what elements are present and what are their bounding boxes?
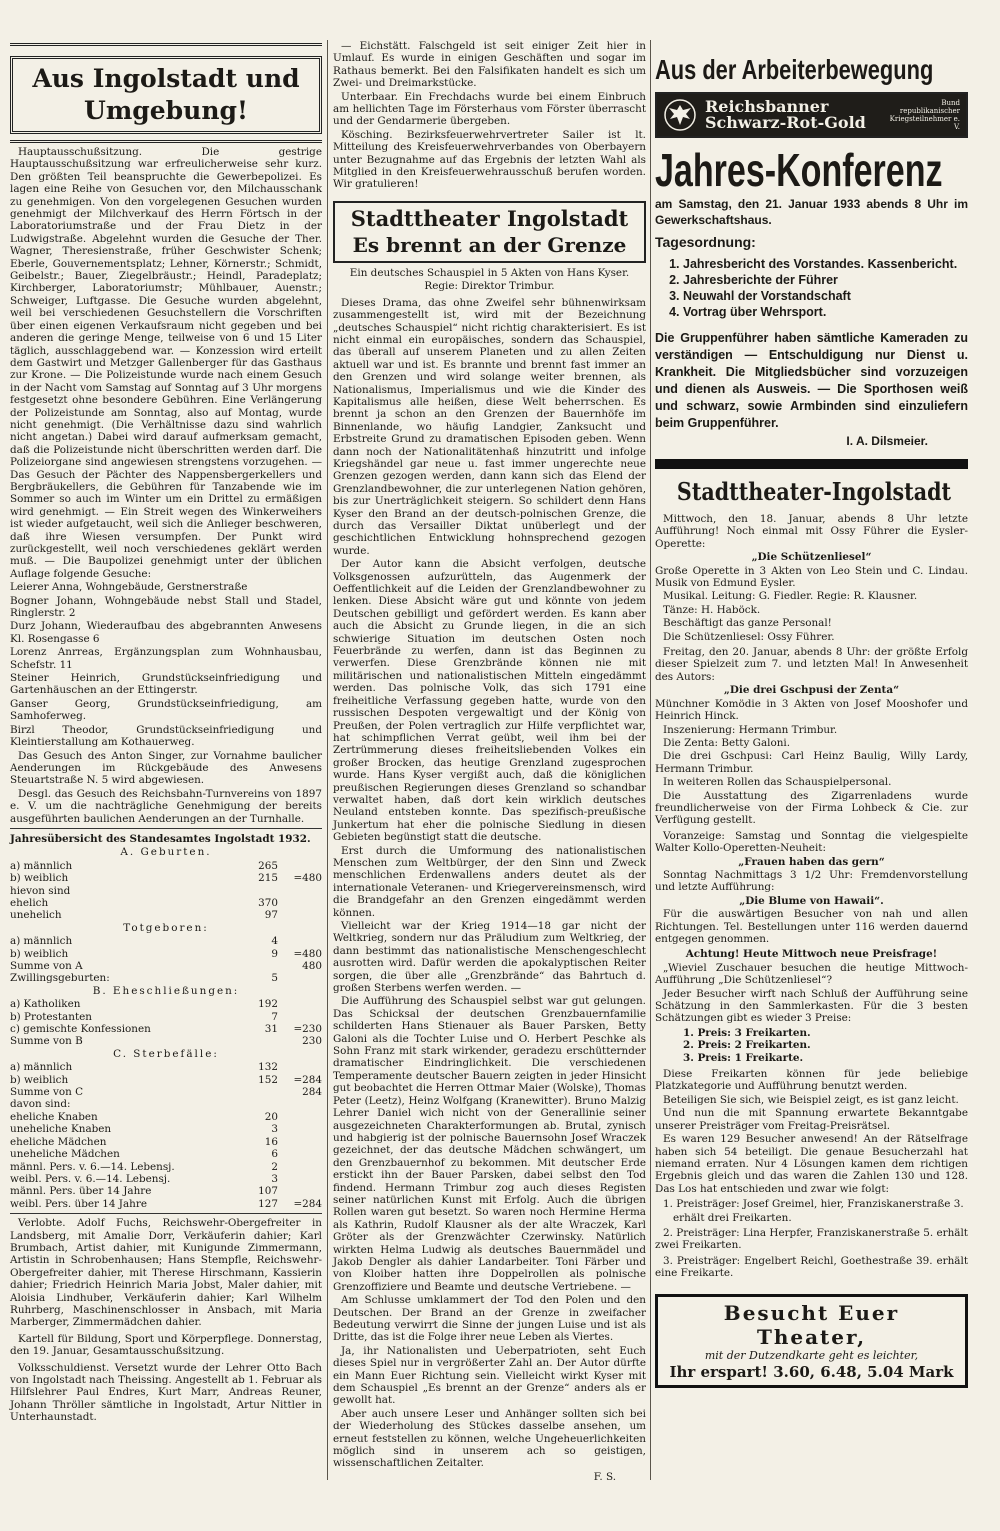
prize-item: 1. Preis: 3 Freikarten. [683,1026,811,1039]
stats-section-b: B. Eheschließungen: [92,984,240,997]
agenda-item: 3. Neuwahl der Vorstandschaft [683,288,968,304]
article-unterbaar: Unterbaar. Ein Frechdachs wurde bei einem Einbruch am hellichten Tage im Försterhaus vom Förster überrascht und der Gendarmerie übergeben. [333,90,646,128]
promo-line-1: Besucht Euer Theater, [723,1300,900,1349]
operetta-description: Große Operette in 3 Akten von Leo Stein und C. Lindau. Musik von Edmund Eysler. [655,564,968,590]
prize-note: Diese Freikarten können für jede beliebige Platzkategorie und Aufführung benutzt werden. [655,1068,968,1093]
stats-label: hievon sind [10,884,71,897]
sunday-title: „Die Blume von Hawaii“. [739,894,884,907]
building-permits-list [10,581,322,748]
stats-label: unehelich [10,909,62,922]
agenda-list [683,256,968,320]
review-paragraph: Der Autor kann die Absicht verfolgen, deutsche Volksgenossen aufzurütteln, das Augenmerk der Oeffentlichkeit auf die Leiden der Grenzlandbewohner zu lenken. Diese Absicht wäre gut und könnte von jedem Deutschen gebilligt und gefördert werden. Es kann aber auch die Absicht zu Grunde liegen, in die an sich schwierige Situation im deutschen Osten noch Feuerbrände zu werfen, dann ist das Beginnen zu verwerfen. Diese Grenzbrände können nie mit militärischen und nationalistischen Mitteln eingedämmt werden. Das polnische Volk, das sich 1791 eine freiheitliche Verfassung gegeben hatte, wurde von den russischen Despoten vergewaltigt und der König von Preußen, der Polen vertraglich zur Hilfe verpflichtet war, hat schimpflichen Verrat geübt, weil ihm bei der Zertrümmerung dieses freiheitsliebenden Volkes ein großer Brocken, das heutige Grenzland zugesprochen wurde. Hans Kyser vergißt auch, daß die königlichen preußischen Regierungen dieses Grenzland so schandbar verwaltet haben, daß dort kein wirklich deutsches Neuland entsteben konnte. Das spezifisch-preußische Junkertum hat eher die polnische Siedlung in diesen Gebieten begünstigt statt die deutsche. [333,558,646,844]
stats-total [278,860,322,872]
stats-total: =284 [293,1197,322,1210]
stats-row [10,1023,322,1035]
review-paragraph: Am Schlusse umklammert der Tod den Polen und den Deutschen. Der Brand an der Grenze in zweifacher Bedeutung verwirrt die Sinne der jungen Luise und ist als Dritte, das ist die Folge ihrer neue Leben als Viertes. [333,1294,646,1344]
operetta-lead: Die Schützenliesel: Ossy Führer. [663,630,835,643]
play-title: Es brennt an der Grenze [352,232,627,257]
comedy-title: „Die drei Gschpusi der Zenta“ [723,684,900,697]
play-director: Regie: Direktor Trimbur. [424,280,555,293]
stats-label: uneheliche Knaben [10,1123,112,1136]
section-title: Aus Ingolstadt und Umgebung! [32,64,300,125]
stats-row [10,998,322,1010]
header-rule-bottom [10,140,322,143]
theater-ad-title: Stadttheater-Ingolstadt [676,477,952,506]
stats-label: uneheliche Mädchen [10,1148,120,1161]
stats-number [238,885,278,897]
stats-total [278,897,322,909]
stats-row [10,960,322,972]
quiz-rules: Jeder Besucher wirft nach Schluß der Aufführung seine Schätzung in den Sammlerkasten. Für die 3 besten Schätzungen gibt es wieder 3 Preise: [655,987,968,1025]
operetta-cast: Beschäftigt das ganze Personal! [663,617,832,630]
stats-row [10,948,322,960]
stats-row [10,1185,322,1197]
stats-label: männl. Pers. v. 6.—14. Lebensj. [10,1160,175,1173]
stats-row [10,909,322,921]
article-reichsbahn: Desgl. das Gesuch des Reichsbahn-Turnvereins von 1897 e. V. um die nachträgliche Genehmigung der bereits ausgeführten baulichen Aenderungen an der Turnhalle. [10,787,322,825]
winner-3: 3. Preisträger: Engelbert Reichl, Goethestraße 39. erhält eine Freikarte. [655,1254,968,1280]
article-eichstaett: — Eichstätt. Falschgeld ist seit einiger Zeit hier in Umlauf. Es wurde in einigen Geschäften und sogar im Rathaus bemerkt. Bei den Falsifikaten handelt es sich um Zwei- und Dreimarkstücke. [333,40,646,90]
theater-sunday: Sonntag Nachmittags 3 1/2 Uhr: Fremdenvorstellung und letzte Aufführung: [655,868,968,894]
stats-number: 7 [271,1010,278,1023]
divider [10,1213,322,1214]
notice-signer: I. A. Dilsmeier. [846,434,928,448]
stats-number: 192 [258,998,278,1011]
stats-label: Zwillingsgeburten: [10,972,110,985]
article-hauptausschuss: Hauptausschußsitzung. Die gestrige Hauptausschußsitzung war erfreulicherweise sehr kurz. Den größten Teil beanspruchte die Gewerbepolizei. Es lagen eine Reihe von Gesuchen vor, den Milchausschank zu genehmigen. Von den vorgelegenen Gesuchen wurden genehmigt der Milchverkauf des Herrn Förtsch in der Laboratoriumstraße und der Frau Dietz in der Ludwigstraße. Abgelehnt wurden die Gesuche der Ther. Wagner, Theresienstraße, früher Geschwister Schenk; Eberle, Gouvernementsplatz; Lehner, Körnerstr.; Schmidt, Geibelstr.; Bauer, Ziegelbräustr.; Heindl, Paradeplatz; Kirchberger, Laboratoriumstr; Mühlbauer, Auenstr.; Schweiger, Luftgasse. Die Gesuche wurden abgelehnt, weil bei verschiedenen Gesuchstellern die Vorschriften über einen eigenen Verkaufsraum nicht gegeben und bei anderen die geringe Menge, teilweise von 6 und 15 Liter täglich, ausschlaggebend war. — Konzession wird erteilt dem Gastwirt und Metzger Gallenberger für das Gasthaus zur Krone. — Die Polizeistunde wurde nach einem Gesuch in der Nacht vom Samstag auf Sonntag auf 3 Uhr morgens festgesetzt ohne besondere Gebühren. Eine Verlängerung der Polizeistunde am Sonntag, also auf Montag, wurde nicht genehmigt. (Die Verhältnisse dazu sind wahrlich nicht angetan.) Dabei wird darauf aufmerksam gemacht, daß die Polizeistunde nicht überschritten werden darf. Die Polizeiorgane sind angewiesen strengstens vorzugehen. — Das Gesuch der Pächter des Nappensbergerkellers und Bergbräukellers, die Gebühren für Tanzabende wie im Sommer so auch im Winter um ein Drittel zu ermäßigen wird genehmigt. — Ein Streit wegen des Winkerweihers ist wieder aufgetaucht, weil sich die Anlieger beschweren, daß ihre Wiesen versumpfen. Der Punkt wird zurückgestellt, weil noch verschiedenes geklärt werden muß. — Die Baupolizei genehmigt unter der üblichen Auflage folgende Gesuche: [10,146,322,580]
stats-title: Jahresübersicht des Standesamtes Ingolstadt 1932. [10,832,311,845]
stats-row [10,1035,322,1047]
article-verlobte: Verlobte. Adolf Fuchs, Reichswehr-Obergefreiter in Landsberg, mit Amalie Dorr, Verkäuferin dahier; Karl Brumbach, Artist dahier, mit Kunigunde Zimmermann, Artistin in Schrobenhausen; Hans Stempfle, Reichswehr-Obergefreiter dahier, mit Therese Hirschmann, Kassierin dahier; Friedrich Heinrich Maria Jobst, Maler dahier, mit Aloisia Lindhuber, Verkäuferin dahier; Karl Wilhelm Ruhrberg, Maschinenschlosser in Ansbach, mit Maria Marberger, Zimmermädchen dahier. [10,1217,322,1329]
column-rule-2 [650,40,651,1480]
stats-section-a: A. Geburten. [120,846,212,859]
stats-total [278,1098,322,1110]
operetta-title: „Die Schützenliesel“ [751,551,872,564]
stats-table-deaths [10,1061,322,1210]
theater-wednesday: Mittwoch, den 18. Januar, abends 8 Uhr letzte Aufführung! Noch einmal mit Ossy Führer die Eysler-Operette: [655,513,968,550]
column-labor-movement [655,40,968,1388]
stats-number: 9 [271,947,278,960]
out-of-town-note: Für die auswärtigen Besucher von nah und allen Richtungen. Tel. Bestellungen unter 116 werden dauernd entgegen genommen. [655,908,968,945]
review-paragraph: Aber auch unsere Leser und Anhänger sollten sich bei der Wiederholung des Stückes dasselbe ansehen, um erneut feststellen zu können, welche Ungeheuerlichkeiten möglich sind in unserem ach so geistigen, wissenschaftlichen Zeitalter. [333,1407,646,1470]
quiz-heading: Achtung! Heute Mittwoch neue Preisfrage! [685,948,938,961]
stats-row [10,1086,322,1098]
winner-1-prize: erhält drei Freikarten. [673,1211,792,1224]
stats-total [278,1173,322,1185]
stats-total [278,1136,322,1148]
prize-item: 3. Preis: 1 Freikarte. [683,1051,804,1064]
section-header-box [10,56,322,134]
stats-number: 132 [258,1061,278,1074]
permit-item: Lorenz Anrreas, Ergänzungsplan zum Wohnhausbau, Schefstr. 11 [10,646,322,671]
permit-item: Ganser Georg, Grundstückseinfriedigung, am Samhoferweg. [10,697,322,723]
agenda-item: 1. Jahresbericht des Vorstandes. Kassenbericht. [683,256,968,272]
stats-row [10,1198,322,1210]
stats-label: Summe von C [10,1086,84,1099]
conference-notice: Die Gruppenführer haben sämtliche Kameraden zu verständigen — Entschuldigung nur Dienst u. Krankheit. Die Mitgliedsbücher sind vorzuzeigen und dienen als Ausweis. — Die Sporthosen weiß und schwarz, sowie Armbinden sind einzuliefern beim Gruppenführer. [655,331,968,430]
comedy-role: Die Zenta: Betty Galoni. [663,736,791,749]
stats-label: eheliche Mädchen [10,1135,107,1148]
conference-title: Jahres-Konferenz [655,144,943,196]
stats-total: 230 [302,1035,322,1048]
agenda-item: 4. Vortrag über Wehrsport. [683,304,968,320]
play-subtitle: Ein deutsches Schauspiel in 5 Akten von Hans Kyser. [349,266,630,279]
comedy-ensemble: In weiteren Rollen das Schauspielpersonal. [663,776,892,789]
stats-label: ehelich [10,896,49,909]
stats-number [238,1098,278,1110]
stats-label: Summe von B [10,1035,83,1048]
operetta-dances: Tänze: H. Haböck. [663,603,761,616]
stats-label: männl. Pers. über 14 Jahre [10,1185,152,1198]
stats-total [278,1123,322,1135]
column-rule-1 [327,40,328,1480]
stats-total [278,998,322,1010]
promo-line-2: mit der Dutzendkarte geht es leichter, [704,1348,919,1362]
comedy-description: Münchner Komödie in 3 Akten von Josef Mooshofer und Heinrich Hinck. [655,697,968,723]
stats-total: =230 [293,1023,322,1036]
stats-row [10,1123,322,1135]
permit-item: Durz Johann, Wiederaufbau des abgebrannten Anwesens Kl. Rosengasse 6 [10,620,322,645]
reichsbanner-banner [655,92,968,138]
preview-title: „Frauen haben das gern“ [738,855,885,868]
stats-table-births [10,860,322,922]
review-paragraph: Vielleicht war der Krieg 1914—18 gar nicht der Weltkrieg, sondern nur das Präludium zum Weltkrieg, der dann bestimmt das nationalistische Menschengeschlecht ausrotten wird. Dafür werden die apokalyptischen Reiter sorgen, die über alle „Grenzbrände“ das Bahrtuch d. großen Sterbens werfen werden. — [333,920,646,995]
comedy-roles: Die drei Gschpusi: Carl Heinz Baulig, Willy Lardy, Hermann Trimbur. [655,750,968,775]
stats-total: =284 [293,1073,322,1086]
stats-label: b) weiblich [10,872,69,885]
stats-label: a) männlich [10,935,73,948]
stats-total: =480 [293,872,322,885]
eagle-emblem-icon [663,99,697,131]
stats-row [10,1136,322,1148]
review-paragraph: Erst durch die Umformung des nationalistischen Menschen zum Weltbürger, der den Sinn und Zweck menschlichen Erdenwallens anders deutet als der internationale Veteranen- und Kriegervereinsmensch, wird die Brandgefahr an den Grenzen eingedämmt werden können. [333,844,646,919]
attendance-result: Es waren 129 Besucher anwesend! An der Rätselfrage haben sich 54 beteiligt. Die genaue Besucherzahl hat niemand erraten. Nur 4 Lösungen kamen dem richtigen Ergebnis gleich und das waren die Zahlen 130 und 128. Das Los hat entschieden und zwar wie folgt: [655,1133,968,1195]
review-signature: F. S. [593,1470,616,1483]
prize-list [683,1027,968,1064]
stats-number: 215 [258,872,278,885]
stats-row [10,860,322,872]
stats-section-stillborn: Totgeboren: [123,921,209,934]
stats-label: eheliche Knaben [10,1110,98,1123]
stats-total: 480 [302,960,322,972]
stats-total: 284 [302,1086,322,1099]
section-title: Aus der Arbeiterbewegung [655,54,934,85]
article-koesching: Kösching. Bezirksfeuerwehrvertreter Sailer ist lt. Mitteilung des Kreisfeuerwehrverbandes von Oberbayern unter Bezugnahme auf das Ergebnis der letzten Wahl als Mitglied in den Kreisfeuerwehrausschuß berufen worden. Wir gratulieren! [333,128,646,191]
theater-title: Stadttheater Ingolstadt [350,205,629,231]
stats-number: 6 [271,1148,278,1161]
stats-total [278,1061,322,1073]
article-singer: Das Gesuch des Anton Singer, zur Vornahme baulicher Aenderungen im Rückgebäude des Anwesens Steuartstraße N. 5 wird abgewiesen. [10,749,322,787]
stats-total [278,885,322,897]
stats-row [10,1173,322,1185]
stats-label: a) männlich [10,859,73,872]
stats-number: 3 [271,1172,278,1185]
stats-row [10,935,322,947]
column-local-news [10,40,322,1425]
quiz-question: „Wieviel Zuschauer besuchen die heutige Mittwoch-Aufführung „Die Schützenliesel“? [655,961,968,987]
stats-number: 265 [258,859,278,872]
stats-label: a) Katholiken [10,998,81,1011]
stats-total [278,1185,322,1197]
article-kartell: Kartell für Bildung, Sport und Körperpflege. Donnerstag, den 19. Januar, Gesamtausschußsitzung. [10,1332,322,1358]
stats-number: 20 [264,1110,278,1123]
winners-intro: Und nun die mit Spannung erwartete Bekanntgabe unserer Preisträger vom Freitag-Preisrätsel. [655,1107,968,1132]
winner-2: 2. Preisträger: Lina Herpfer, Franziskanerstraße 5. erhält zwei Freikarten. [655,1226,968,1252]
stats-total: =480 [293,947,322,960]
stats-row [10,972,322,984]
stats-number: 3 [271,1123,278,1136]
stats-row [10,1148,322,1160]
stats-section-c: C. Sterbefälle: [113,1047,219,1060]
stats-number: 31 [264,1023,278,1036]
stats-number [238,1035,278,1047]
stats-total [278,1148,322,1160]
stats-number: 5 [271,972,278,985]
article-volksschuldienst: Volksschuldienst. Versetzt wurde der Lehrer Otto Bach von Ingolstadt nach Theissing. Angestellt ab 1. Februar als Hilfslehrer Paul Endres, Kurt Marr, Andreas Reuner, Johann Thröller sämtliche in Ingolstadt, Artur Nittler in Unterhaunstadt. [10,1361,322,1424]
theater-header-box [333,201,646,263]
stats-number: 97 [264,909,278,922]
stats-number: 370 [258,896,278,909]
stats-row [10,885,322,897]
comedy-staging: Inszenierung: Hermann Trimbur. [663,723,838,736]
promo-line-3: Ihr erspart! 3.60, 6.48, 5.04 Mark [669,1362,954,1381]
permit-item: Birzl Theodor, Grundstückseinfriedigung und Kleintierstallung am Kothauerweg. [10,723,322,749]
winner-1: 1. Preisträger: Josef Greimel, hier, Franziskanerstraße 3. [663,1198,964,1211]
agenda-title: Tagesordnung: [655,234,756,250]
black-separator [655,459,968,469]
stats-total [278,909,322,921]
stats-number: 4 [271,935,278,948]
stats-total [278,1161,322,1173]
stats-number: 107 [258,1185,278,1198]
stats-table-stillborn [10,935,322,985]
review-paragraph: Dieses Drama, das ohne Zweifel sehr bühnenwirksam zusammengestellt ist, wird mit der Bezeichnung „deutsches Schauspiel“ nicht richtig charakterisiert. Es ist nicht einmal ein europäisches, sondern das Schauspiel, das überall auf unserem Planeten und zu allen Zeiten aktuell war und ist. Es brannte und brennt fast immer an den Grenzen und wird solange weiter brennen, als Nationalismus, Imperialismus und wie die Kinder des Kapitalismus alle heißen, diese Welt beherrschen. Es brennt ja schon an den Grenzen der Bauernhöfe im Binnenlande, wo häufig Landgier, Zanksucht und Erbstreite Grund zu dramatischen Episoden geben. Wenn dann noch der Nationalitätenhaß hinzutritt und infolge Kriegshändel gar neue u. fast immer ungerechte neue Grenzen gezogen werden, dann kann sich das Elend der Grenzlandbewohner, die zur unterlegenen Nation gehören, bis zur Unerträglichkeit steigern. So schildert denn Hans Kyser den Brand an der deutsch-polnischen Grenze, die durch das Versailler Diktat unüberlegt und der geschichtlichen Entwicklung hohnsprechend gezogen wurde. [333,296,646,557]
prize-item: 2. Preis: 2 Freikarten. [683,1039,811,1052]
stats-total [278,1111,322,1123]
stats-number [238,960,278,972]
participate-note: Beteiligen Sie sich, wie Beispiel zeigt, es ist ganz leicht. [663,1093,959,1106]
stats-row [10,1098,322,1110]
stats-number: 127 [258,1197,278,1210]
stats-row [10,1074,322,1086]
permit-item: Steiner Heinrich, Grundstückseinfriedigung und Gartenhäuschen an der Ettingerstr. [10,672,322,697]
stats-total [278,935,322,947]
conference-when: am Samstag, den 21. Januar 1933 abends 8 Uhr im Gewerkschaftshaus. [655,197,968,227]
banner-title: Reichsbanner Schwarz-Rot-Gold [705,97,866,132]
stats-number [238,1086,278,1098]
stats-number: 16 [264,1135,278,1148]
header-rule-top [10,43,322,46]
column-theater-review [333,40,646,1484]
stats-total [278,972,322,984]
stats-row [10,1161,322,1173]
stats-label: weibl. Pers. über 14 Jahre [10,1197,147,1210]
agenda-item: 2. Jahresberichte der Führer [683,272,968,288]
stats-label: b) weiblich [10,947,69,960]
permit-item: Bogner Johann, Wohngebäude nebst Stall und Stadel, Ringlerstr. 2 [10,594,322,620]
stats-row [10,1011,322,1023]
stats-row [10,872,322,884]
stats-row [10,897,322,909]
stats-label: b) Protestanten [10,1010,92,1023]
stats-label: davon sind: [10,1098,71,1111]
theater-friday: Freitag, den 20. Januar, abends 8 Uhr: der größte Erfolg dieser Spielzeit zum 7. und letzten Mal! In Anwesenheit des Autors: [655,646,968,683]
stats-label: weibl. Pers. v. 6.—14. Lebensj. [10,1172,171,1185]
stats-row [10,1061,322,1073]
stats-row [10,1111,322,1123]
stats-number: 152 [258,1073,278,1086]
theater-promo-box [655,1294,968,1388]
stats-label: Summe von A [10,960,83,972]
operetta-musical: Musikal. Leitung: G. Fiedler. Regie: R. Klausner. [663,590,918,603]
divider [10,828,322,829]
stats-number: 2 [271,1160,278,1173]
stats-label: c) gemischte Konfessionen [10,1023,151,1036]
stats-label: b) weiblich [10,1073,69,1086]
banner-subtitle: Bund republikanischer Kriegsteilnehmer e. V. [889,99,960,131]
theater-preview: Voranzeige: Samstag und Sonntag die vielgespielte Walter Kollo-Operetten-Neuheit: [655,829,968,855]
stats-table-marriages [10,998,322,1048]
permit-item: Leierer Anna, Wohngebäude, Gerstnerstraße [10,581,248,594]
review-paragraph: Die Aufführung des Schauspiel selbst war gut gelungen. Das Schicksal der deutschen Grenzbauernfamilie schilderten Hans Stienauer als Bauer Parsken, Betty Galoni als die Tochter Luise und O. Herbert Peschke als Sohn Franz mit stark wirkender, geradezu erschütternder dramatischer Eindringlichkeit. Die verschiedenen Temperamente deutscher Bauern zeigten in jeder Hinsicht gut beobachtet die Herren Ottmar Maier (Wolske), Thomas Peter (Leetz), Heinz Wolfgang (Kranewitter). Bruno Malzig Lehrer Daniel wich nicht von der Generallinie seiner ausgezeichneten Charakterformungen ab. Brutal, zynisch und habgierig ist der polnische Bauernsohn Josef Wraczek gezeichnet, der das deutsche Mädchen schwängert, um den Grenzbauernhof zu bekommen. Mit deutscher Erde erstickt ihn der Bauer Parsken, dabei selbst den Tod findend. Hermann Trimbur zog auch dieses Registen seiner natürlichen Kunst mit Erfolg. Auch die übrigen Rollen waren gut besetzt. So waren noch Hermine Herma als Kathrin, Rudolf Klausner als der alte Wraczek, Karl Gröter als der Grenzwächter Czerwinsky. Natürlich wirkten Helma Ludwig als deutsches Bauernmädel und Jakob Dengler als dahier Landarbeiter. Toni Färber und von Kloiber hatten ihre Doppelrollen als polnische Grenzoffiziere und Beamte und deutsche Vertriebene. — [333,995,646,1293]
comedy-props: Die Ausstattung des Zigarrenladens wurde freundlicherweise von der Firma Lohbeck & Cie. zur Verfügung gestellt. [655,789,968,827]
stats-total [278,1011,322,1023]
stats-label: a) männlich [10,1061,73,1074]
review-paragraph: Ja, ihr Nationalisten und Ueberpatrioten, seht Euch dieses Spiel nur in vergrößerter Zahl an. Der Autor dürfte ein Mann Euer Richtung sein. Vielleicht wirkt Kyser mit dem Schauspiel „Es brennt an der Grenze“ anders als er gewollt hat. [333,1344,646,1407]
